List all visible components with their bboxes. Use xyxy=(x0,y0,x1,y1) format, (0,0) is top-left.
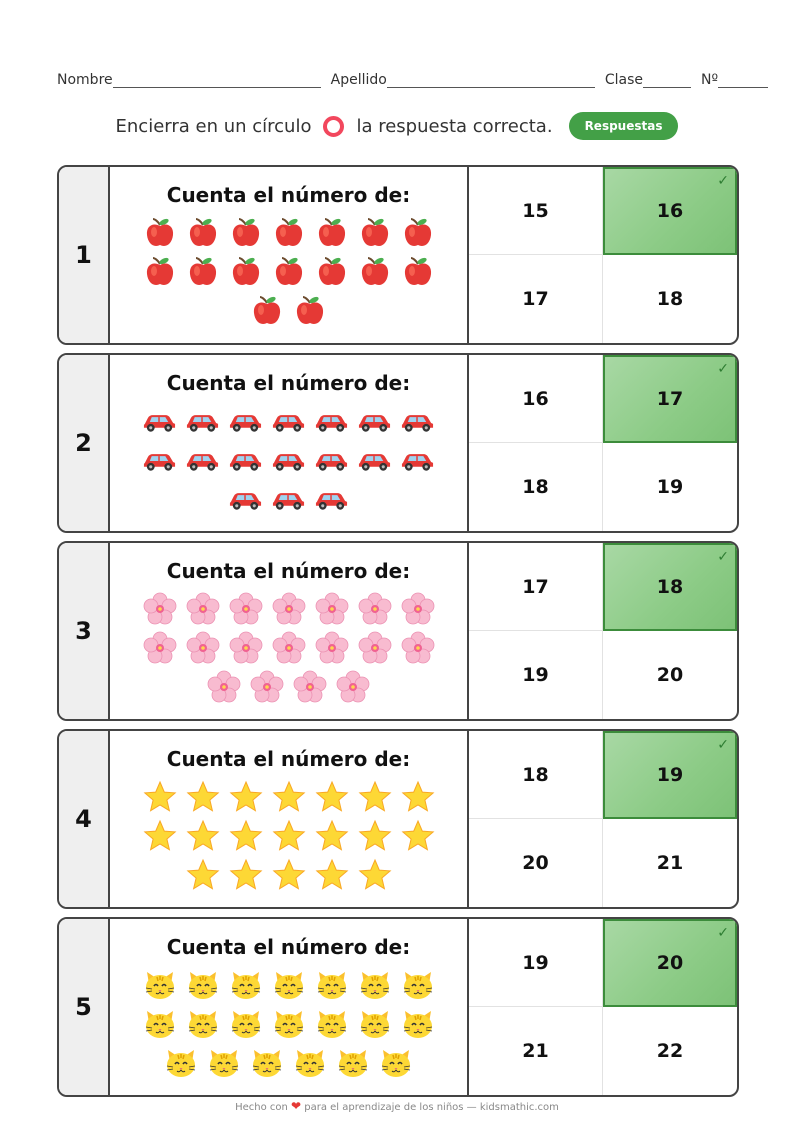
apple-icon xyxy=(357,255,392,290)
cat-face-icon xyxy=(185,1007,220,1042)
question-body xyxy=(110,543,469,719)
instruction xyxy=(0,110,794,142)
car-icon xyxy=(400,404,435,439)
answer-option[interactable] xyxy=(603,919,737,1007)
car-icon xyxy=(357,443,392,478)
answer-option[interactable] xyxy=(603,255,737,343)
answers-badge: Respuestas xyxy=(569,112,679,140)
question-body xyxy=(110,355,469,531)
answer-option-value: 21 xyxy=(522,1040,549,1062)
question-title: Cuenta el número de: xyxy=(166,747,411,771)
cat-face-icon xyxy=(142,968,177,1003)
cat-face-icon xyxy=(228,968,263,1003)
car-icon xyxy=(228,443,263,478)
check-icon: ✓ xyxy=(717,549,729,565)
answer-option[interactable] xyxy=(469,443,603,531)
icon-row xyxy=(142,404,435,439)
apple-icon xyxy=(271,216,306,251)
cat-face-icon xyxy=(400,1007,435,1042)
question-card xyxy=(57,917,739,1097)
cherry-blossom-icon xyxy=(142,631,177,666)
answer-option[interactable] xyxy=(603,355,737,443)
answer-option[interactable] xyxy=(603,443,737,531)
icon-row xyxy=(142,819,435,854)
answer-option[interactable] xyxy=(469,1007,603,1095)
answer-option[interactable] xyxy=(603,731,737,819)
apple-icon xyxy=(271,255,306,290)
answer-option-value: 20 xyxy=(656,952,684,974)
apple-icon xyxy=(314,255,349,290)
cat-face-icon xyxy=(164,1046,199,1081)
answer-option-value: 17 xyxy=(656,388,684,410)
answer-option-value: 19 xyxy=(522,664,549,686)
star-icon xyxy=(400,819,435,854)
surname-label: Apellido xyxy=(330,72,387,88)
cherry-blossom-icon xyxy=(142,592,177,627)
cherry-blossom-icon xyxy=(293,670,328,705)
answer-option-value: 20 xyxy=(656,664,684,686)
cherry-blossom-icon xyxy=(400,592,435,627)
star-icon xyxy=(271,780,306,815)
question-number: 3 xyxy=(59,543,110,719)
count-icons xyxy=(142,209,435,343)
question-title: Cuenta el número de: xyxy=(166,371,411,395)
star-icon xyxy=(357,780,392,815)
car-icon xyxy=(271,443,306,478)
heart-icon: ❤ xyxy=(291,1099,302,1113)
answer-option-value: 21 xyxy=(656,852,684,874)
cat-face-icon xyxy=(400,968,435,1003)
apple-icon xyxy=(400,255,435,290)
class-label: Clase xyxy=(604,72,643,88)
count-icons xyxy=(142,773,435,907)
check-icon: ✓ xyxy=(717,737,729,753)
footer-text-before: Hecho con xyxy=(235,1102,288,1113)
apple-icon xyxy=(228,216,263,251)
question-number: 1 xyxy=(59,167,110,343)
question-card xyxy=(57,353,739,533)
star-icon xyxy=(314,780,349,815)
answer-option-value: 20 xyxy=(522,852,549,874)
car-icon xyxy=(228,404,263,439)
answer-option[interactable] xyxy=(469,355,603,443)
icon-row xyxy=(142,592,435,627)
icon-row xyxy=(142,968,435,1003)
cherry-blossom-icon xyxy=(336,670,371,705)
answer-option[interactable] xyxy=(603,1007,737,1095)
check-icon: ✓ xyxy=(717,361,729,377)
icon-row xyxy=(142,631,435,666)
question-title: Cuenta el número de: xyxy=(166,935,411,959)
footer-text-after: para el aprendizaje de los niños — kidsmathic.com xyxy=(304,1102,559,1113)
cat-face-icon xyxy=(228,1007,263,1042)
apple-icon xyxy=(400,216,435,251)
star-icon xyxy=(185,858,220,893)
car-icon xyxy=(314,443,349,478)
answer-option[interactable] xyxy=(469,543,603,631)
answer-options xyxy=(469,355,737,531)
star-icon xyxy=(142,819,177,854)
cherry-blossom-icon xyxy=(250,670,285,705)
cherry-blossom-icon xyxy=(400,631,435,666)
cherry-blossom-icon xyxy=(185,631,220,666)
question-number: 4 xyxy=(59,731,110,907)
question-title: Cuenta el número de: xyxy=(166,183,411,207)
answer-option-value: 17 xyxy=(522,575,549,598)
cherry-blossom-icon xyxy=(357,592,392,627)
answer-option-value: 19 xyxy=(656,476,684,498)
apple-icon xyxy=(142,216,177,251)
icon-row xyxy=(142,1007,435,1042)
instruction-text-after: la respuesta correcta. xyxy=(356,115,553,137)
answer-options xyxy=(469,543,737,719)
surname-field[interactable] xyxy=(387,73,595,88)
star-icon xyxy=(357,819,392,854)
cherry-blossom-icon xyxy=(228,631,263,666)
apple-icon xyxy=(293,294,328,329)
question-body xyxy=(110,919,469,1095)
car-icon xyxy=(271,482,306,517)
footer xyxy=(0,1099,794,1113)
question-title: Cuenta el número de: xyxy=(166,559,411,583)
instruction-text-before: Encierra en un círculo xyxy=(115,115,312,137)
answer-options xyxy=(469,731,737,907)
cat-face-icon xyxy=(250,1046,285,1081)
icon-row xyxy=(207,670,371,705)
class-field[interactable] xyxy=(643,73,691,88)
cherry-blossom-icon xyxy=(185,592,220,627)
apple-icon xyxy=(142,255,177,290)
answer-options xyxy=(469,167,737,343)
apple-icon xyxy=(357,216,392,251)
number-field[interactable] xyxy=(718,73,768,88)
star-icon xyxy=(228,819,263,854)
cat-face-icon xyxy=(314,968,349,1003)
star-icon xyxy=(228,858,263,893)
apple-icon xyxy=(185,255,220,290)
star-icon xyxy=(314,819,349,854)
answer-option[interactable] xyxy=(469,167,603,255)
count-icons xyxy=(142,961,435,1095)
star-icon xyxy=(185,780,220,815)
cat-face-icon xyxy=(314,1007,349,1042)
icon-row xyxy=(250,294,328,329)
cherry-blossom-icon xyxy=(271,592,306,627)
star-icon xyxy=(357,858,392,893)
answer-option[interactable] xyxy=(469,731,603,819)
answer-option-value: 16 xyxy=(656,200,684,222)
answer-option-value: 22 xyxy=(656,1040,684,1062)
cat-face-icon xyxy=(293,1046,328,1081)
number-label: Nº xyxy=(700,72,719,88)
cat-face-icon xyxy=(357,1007,392,1042)
check-icon: ✓ xyxy=(717,173,729,189)
answer-option-value: 17 xyxy=(522,288,549,310)
answer-option-value: 19 xyxy=(656,764,684,786)
icon-row xyxy=(185,858,392,893)
student-info-header xyxy=(57,66,779,88)
cat-face-icon xyxy=(336,1046,371,1081)
cat-face-icon xyxy=(271,968,306,1003)
circle-icon xyxy=(323,116,344,137)
cat-face-icon xyxy=(142,1007,177,1042)
question-number: 2 xyxy=(59,355,110,531)
car-icon xyxy=(185,404,220,439)
question-card xyxy=(57,165,739,345)
icon-row xyxy=(142,255,435,290)
question-card xyxy=(57,541,739,721)
cherry-blossom-icon xyxy=(271,631,306,666)
name-label: Nombre xyxy=(57,72,113,88)
star-icon xyxy=(185,819,220,854)
answer-option[interactable] xyxy=(469,255,603,343)
answer-options xyxy=(469,919,737,1095)
answer-option-value: 15 xyxy=(522,199,549,222)
icon-row xyxy=(228,482,349,517)
apple-icon xyxy=(228,255,263,290)
answer-option[interactable] xyxy=(603,819,737,907)
car-icon xyxy=(314,482,349,517)
answer-option-value: 18 xyxy=(522,763,549,786)
icon-row xyxy=(142,216,435,251)
cherry-blossom-icon xyxy=(228,592,263,627)
cherry-blossom-icon xyxy=(207,670,242,705)
check-icon: ✓ xyxy=(717,925,729,941)
car-icon xyxy=(228,482,263,517)
icon-row xyxy=(142,443,435,478)
star-icon xyxy=(271,819,306,854)
apple-icon xyxy=(250,294,285,329)
cat-face-icon xyxy=(271,1007,306,1042)
name-field[interactable] xyxy=(113,73,321,88)
cat-face-icon xyxy=(357,968,392,1003)
cherry-blossom-icon xyxy=(314,631,349,666)
apple-icon xyxy=(185,216,220,251)
star-icon xyxy=(142,780,177,815)
star-icon xyxy=(271,858,306,893)
answer-option-value: 18 xyxy=(656,288,684,310)
car-icon xyxy=(400,443,435,478)
cherry-blossom-icon xyxy=(314,592,349,627)
cat-face-icon xyxy=(207,1046,242,1081)
question-number: 5 xyxy=(59,919,110,1095)
cat-face-icon xyxy=(185,968,220,1003)
answer-option[interactable] xyxy=(469,631,603,719)
cherry-blossom-icon xyxy=(357,631,392,666)
question-body xyxy=(110,167,469,343)
star-icon xyxy=(228,780,263,815)
icon-row xyxy=(142,780,435,815)
car-icon xyxy=(357,404,392,439)
car-icon xyxy=(314,404,349,439)
count-icons xyxy=(142,397,435,531)
car-icon xyxy=(142,443,177,478)
answer-option[interactable] xyxy=(603,167,737,255)
question-card xyxy=(57,729,739,909)
answer-option[interactable] xyxy=(603,631,737,719)
answer-option-value: 16 xyxy=(522,387,549,410)
car-icon xyxy=(142,404,177,439)
star-icon xyxy=(314,858,349,893)
apple-icon xyxy=(314,216,349,251)
answer-option[interactable] xyxy=(603,543,737,631)
answer-option[interactable] xyxy=(469,819,603,907)
car-icon xyxy=(185,443,220,478)
cat-face-icon xyxy=(379,1046,414,1081)
star-icon xyxy=(400,780,435,815)
answer-option-value: 19 xyxy=(522,951,549,974)
icon-row xyxy=(164,1046,414,1081)
count-icons xyxy=(142,585,435,719)
answer-option-value: 18 xyxy=(522,476,549,498)
answer-option[interactable] xyxy=(469,919,603,1007)
answer-option-value: 18 xyxy=(656,576,684,598)
question-body xyxy=(110,731,469,907)
car-icon xyxy=(271,404,306,439)
